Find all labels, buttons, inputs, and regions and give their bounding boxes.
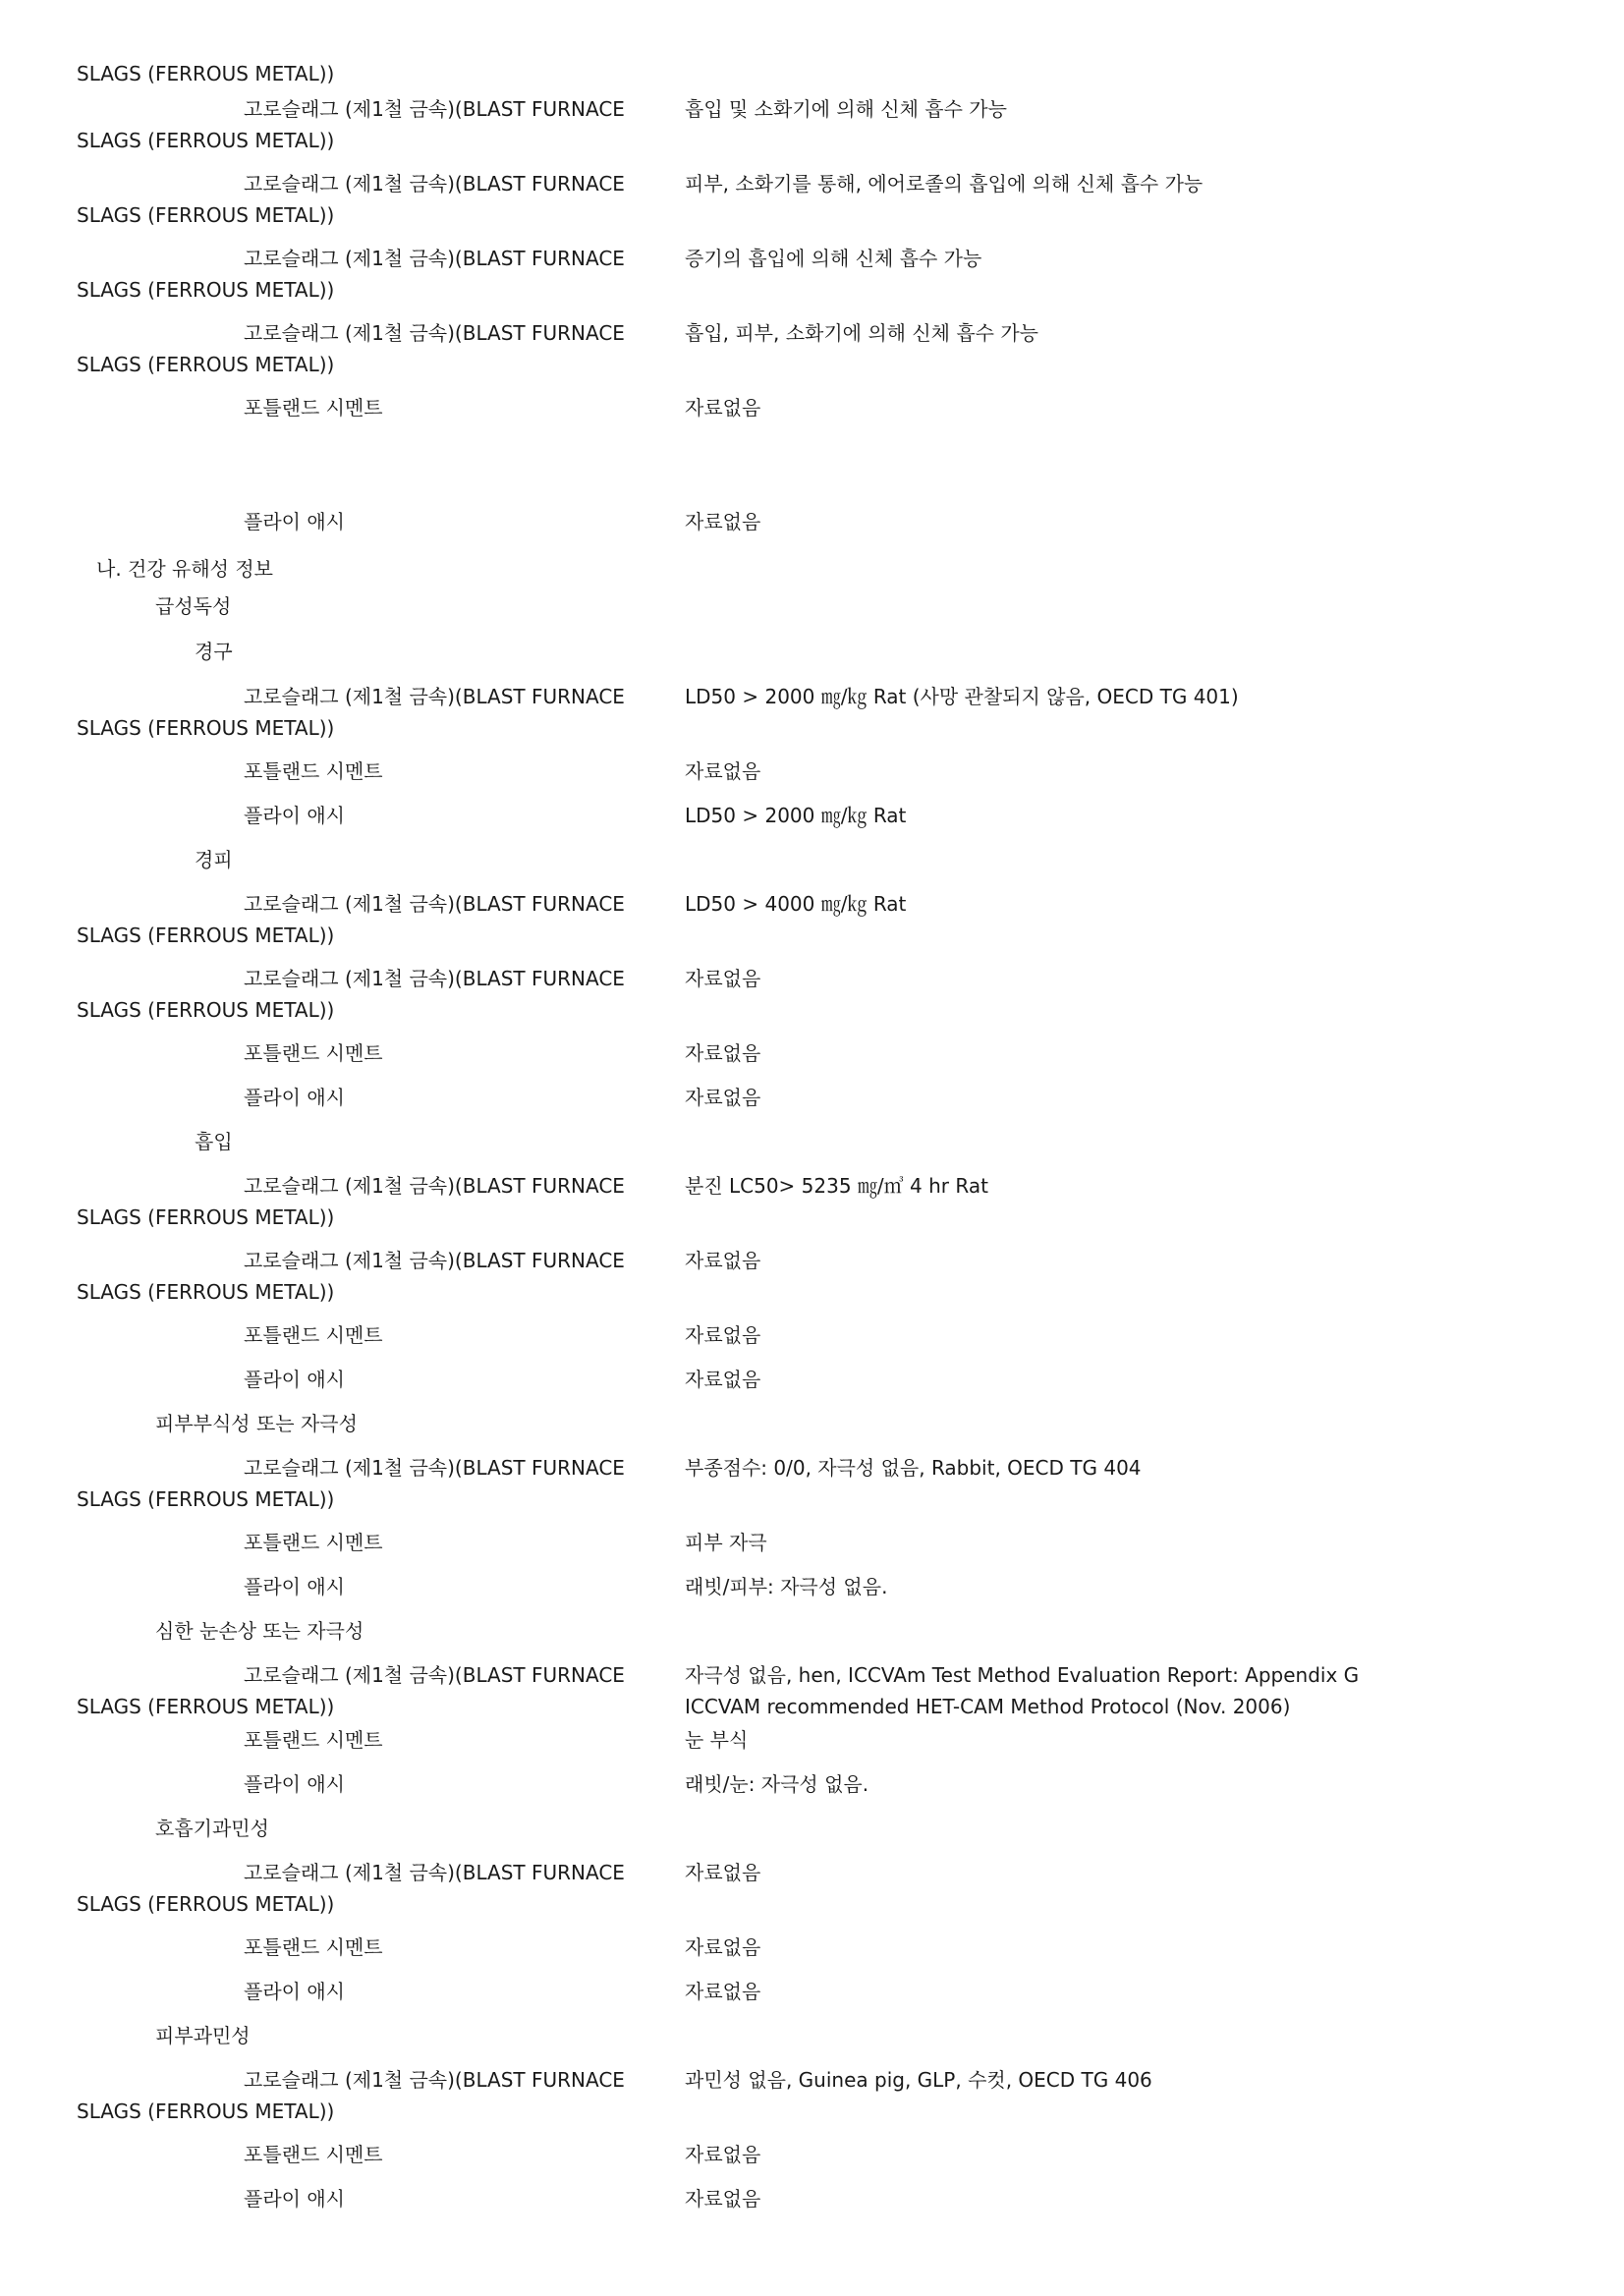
substance-name: 고로슬래그 (제1철 금속)(BLAST FURNACE	[244, 967, 625, 990]
substance-name-cont: SLAGS (FERROUS METAL))	[77, 2100, 335, 2123]
section-title: 나. 건강 유해성 정보	[96, 557, 273, 581]
hazard-value: 과민성 없음, Guinea pig, GLP, 수컷, OECD TG 406	[685, 2068, 1152, 2092]
exposure-value: 피부, 소화기를 통해, 에어로졸의 흡입에 의해 신체 흡수 가능	[685, 172, 1204, 196]
subsection-heading: 호흡기과민성	[155, 1817, 269, 1840]
toxicity-value: 자료없음	[685, 1086, 761, 1109]
substance-name: 포틀랜드 시멘트	[244, 396, 383, 420]
exposure-value: 흡입, 피부, 소화기에 의해 신체 흡수 가능	[685, 321, 1038, 345]
substance-name: 고로슬래그 (제1철 금속)(BLAST FURNACE	[244, 172, 625, 196]
hazard-value: 자료없음	[685, 2143, 761, 2166]
hazard-value: 피부 자극	[685, 1531, 767, 1554]
substance-name: 포틀랜드 시멘트	[244, 1323, 383, 1347]
substance-name: 포틀랜드 시멘트	[244, 2143, 383, 2166]
substance-name: 고로슬래그 (제1철 금속)(BLAST FURNACE	[244, 892, 625, 916]
toxicity-value: LD50 > 4000 ㎎/㎏ Rat	[685, 892, 907, 916]
substance-name-cont: SLAGS (FERROUS METAL))	[77, 716, 335, 740]
hazard-value: 래빗/피부: 자극성 없음.	[685, 1575, 888, 1598]
toxicity-value: 자료없음	[685, 1249, 761, 1272]
hazard-value: 자극성 없음, hen, ICCVAm Test Method Evaluation Report: Appendix G	[685, 1663, 1360, 1687]
toxicity-value: 자료없음	[685, 1323, 761, 1347]
toxicity-value: LD50 > 2000 ㎎/㎏ Rat	[685, 804, 907, 827]
substance-name-cont: SLAGS (FERROUS METAL))	[77, 353, 335, 376]
substance-name-cont: SLAGS (FERROUS METAL))	[77, 278, 335, 302]
substance-name-cont: SLAGS (FERROUS METAL))	[77, 129, 335, 152]
toxicity-value: 분진 LC50> 5235 ㎎/㎥ 4 hr Rat	[685, 1174, 988, 1198]
substance-name: 포틀랜드 시멘트	[244, 1531, 383, 1554]
substance-name-cont: SLAGS (FERROUS METAL))	[77, 1205, 335, 1229]
substance-name: 포틀랜드 시멘트	[244, 1935, 383, 1959]
substance-name: 플라이 애시	[244, 1086, 345, 1109]
substance-name-cont: SLAGS (FERROUS METAL))	[77, 1695, 335, 1718]
substance-name: 고로슬래그 (제1철 금속)(BLAST FURNACE	[244, 2068, 625, 2092]
substance-name: 포틀랜드 시멘트	[244, 1041, 383, 1065]
substance-name-cont: SLAGS (FERROUS METAL))	[77, 1892, 335, 1916]
substance-name: 플라이 애시	[244, 1980, 345, 2003]
substance-name-cont: SLAGS (FERROUS METAL))	[77, 998, 335, 1022]
substance-name: 플라이 애시	[244, 1772, 345, 1796]
hazard-value-cont: ICCVAM recommended HET-CAM Method Protocol (Nov. 2006)	[685, 1695, 1291, 1718]
toxicity-value: 자료없음	[685, 1368, 761, 1391]
toxicity-value: 자료없음	[685, 1041, 761, 1065]
substance-name: 플라이 애시	[244, 1575, 345, 1598]
exposure-value: 흡입 및 소화기에 의해 신체 흡수 가능	[685, 97, 1007, 121]
substance-name: 포틀랜드 시멘트	[244, 1728, 383, 1752]
hazard-value: 자료없음	[685, 1935, 761, 1959]
substance-name-fragment: SLAGS (FERROUS METAL))	[77, 62, 335, 85]
hazard-value: 자료없음	[685, 1861, 761, 1884]
substance-name: 고로슬래그 (제1철 금속)(BLAST FURNACE	[244, 321, 625, 345]
route-heading: 경구	[195, 640, 233, 663]
subsection-heading: 피부과민성	[155, 2024, 251, 2047]
exposure-value: 증기의 흡입에 의해 신체 흡수 가능	[685, 247, 982, 270]
substance-name: 플라이 애시	[244, 804, 345, 827]
substance-name: 고로슬래그 (제1철 금속)(BLAST FURNACE	[244, 1456, 625, 1480]
route-heading: 경피	[195, 848, 233, 871]
substance-name-cont: SLAGS (FERROUS METAL))	[77, 1280, 335, 1304]
substance-name: 플라이 애시	[244, 1368, 345, 1391]
hazard-value: 자료없음	[685, 1980, 761, 2003]
hazard-value: 눈 부식	[685, 1728, 749, 1752]
exposure-value: 자료없음	[685, 510, 761, 533]
substance-name: 고로슬래그 (제1철 금속)(BLAST FURNACE	[244, 1249, 625, 1272]
route-heading: 흡입	[195, 1130, 233, 1153]
toxicity-value: 자료없음	[685, 759, 761, 783]
substance-name: 고로슬래그 (제1철 금속)(BLAST FURNACE	[244, 685, 625, 708]
toxicity-value: 자료없음	[685, 967, 761, 990]
subsection-heading: 피부부식성 또는 자극성	[155, 1412, 358, 1435]
substance-name-cont: SLAGS (FERROUS METAL))	[77, 1487, 335, 1511]
substance-name: 플라이 애시	[244, 2187, 345, 2211]
substance-name: 고로슬래그 (제1철 금속)(BLAST FURNACE	[244, 1174, 625, 1198]
subsection-heading: 심한 눈손상 또는 자극성	[155, 1619, 364, 1643]
substance-name: 고로슬래그 (제1철 금속)(BLAST FURNACE	[244, 247, 625, 270]
substance-name: 플라이 애시	[244, 510, 345, 533]
substance-name-cont: SLAGS (FERROUS METAL))	[77, 924, 335, 947]
substance-name: 고로슬래그 (제1철 금속)(BLAST FURNACE	[244, 97, 625, 121]
hazard-value: 부종점수: 0/0, 자극성 없음, Rabbit, OECD TG 404	[685, 1456, 1142, 1480]
substance-name: 포틀랜드 시멘트	[244, 759, 383, 783]
hazard-value: 자료없음	[685, 2187, 761, 2211]
toxicity-value: LD50 > 2000 ㎎/㎏ Rat (사망 관찰되지 않음, OECD TG 401)	[685, 685, 1239, 708]
hazard-value: 래빗/눈: 자극성 없음.	[685, 1772, 869, 1796]
substance-name: 고로슬래그 (제1철 금속)(BLAST FURNACE	[244, 1663, 625, 1687]
substance-name-cont: SLAGS (FERROUS METAL))	[77, 203, 335, 227]
exposure-value: 자료없음	[685, 396, 761, 420]
subsection-heading: 급성독성	[155, 594, 232, 618]
substance-name: 고로슬래그 (제1철 금속)(BLAST FURNACE	[244, 1861, 625, 1884]
